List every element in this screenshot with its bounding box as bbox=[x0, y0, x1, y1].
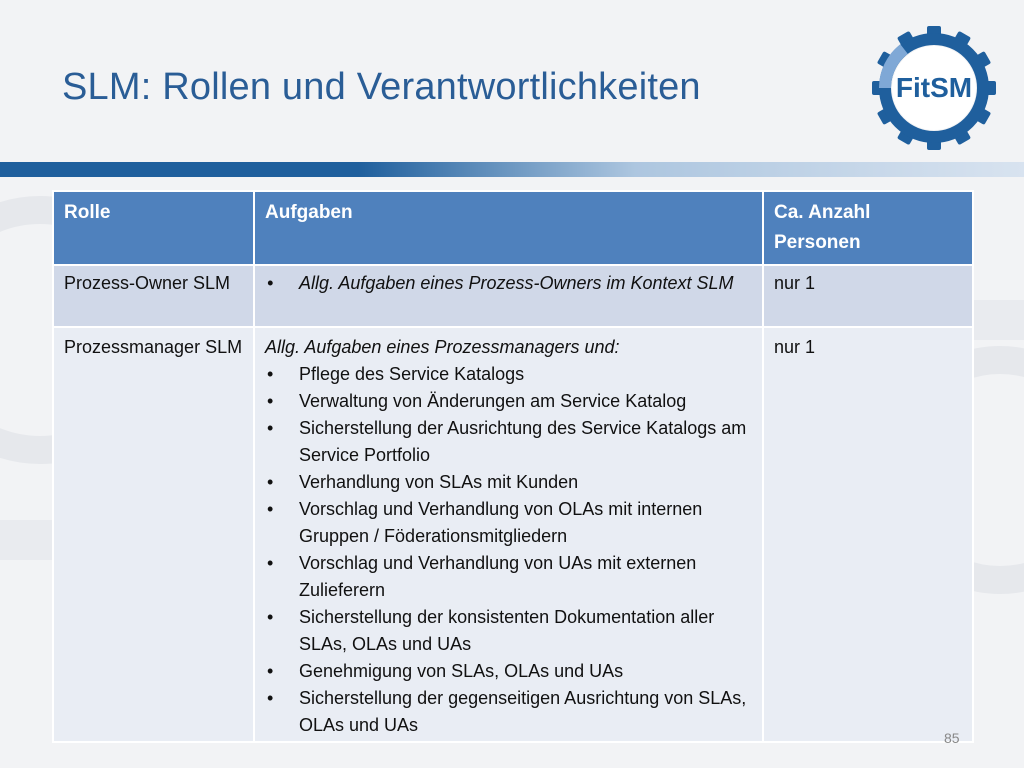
table-row bbox=[53, 327, 973, 742]
roles-table bbox=[52, 190, 974, 743]
task-text: Genehmigung von SLAs, OLAs und UAs bbox=[299, 661, 624, 681]
list-item bbox=[265, 361, 752, 388]
page-number: 85 bbox=[944, 730, 960, 746]
bullet: • bbox=[267, 607, 274, 627]
header-accent-gradient bbox=[0, 162, 1024, 177]
bullet: • bbox=[267, 688, 274, 708]
bullet: • bbox=[267, 364, 274, 384]
role-cell bbox=[53, 265, 254, 327]
bullet: • bbox=[267, 499, 274, 519]
header-count: Ca. Anzahl Personen bbox=[763, 191, 973, 265]
person-count: nur 1 bbox=[774, 273, 816, 293]
list-item bbox=[265, 415, 752, 469]
task-list bbox=[265, 270, 752, 297]
role-name: Prozess-Owner SLM bbox=[64, 273, 231, 293]
tasks-intro: Allg. Aufgaben eines Prozessmanagers und: bbox=[265, 337, 620, 357]
task-list bbox=[265, 361, 752, 739]
role-cell bbox=[53, 327, 254, 742]
bullet: • bbox=[267, 553, 274, 573]
task-text: Verwaltung von Änderungen am Service Katalog bbox=[299, 391, 687, 411]
task-text: Verhandlung von SLAs mit Kunden bbox=[299, 472, 579, 492]
task-text: Sicherstellung der Ausrichtung des Service Katalogs am Service Portfolio bbox=[299, 418, 747, 465]
bullet: • bbox=[267, 661, 274, 681]
role-name: Prozessmanager SLM bbox=[64, 337, 243, 357]
bullet: • bbox=[267, 391, 274, 411]
person-count: nur 1 bbox=[774, 337, 816, 357]
task-text: Allg. Aufgaben eines Prozess-Owners im Kontext SLM bbox=[299, 273, 734, 293]
list-item bbox=[265, 496, 752, 550]
task-text: Sicherstellung der konsistenten Dokumentation aller SLAs, OLAs und UAs bbox=[299, 607, 715, 654]
table-header-row bbox=[53, 191, 973, 265]
bullet: • bbox=[267, 472, 274, 492]
list-item bbox=[265, 658, 752, 685]
task-text: Sicherstellung der gegenseitigen Ausrichtung von SLAs, OLAs und UAs bbox=[299, 688, 747, 735]
header-role: Rolle bbox=[53, 191, 254, 265]
task-text: Pflege des Service Katalogs bbox=[299, 364, 525, 384]
task-text: Vorschlag und Verhandlung von OLAs mit internen Gruppen / Föderationsmitgliedern bbox=[299, 499, 703, 546]
header-tasks: Aufgaben bbox=[254, 191, 763, 265]
task-text: Vorschlag und Verhandlung von UAs mit externen Zulieferern bbox=[299, 553, 697, 600]
bullet: • bbox=[267, 273, 274, 293]
count-cell bbox=[763, 327, 973, 742]
list-item bbox=[265, 685, 752, 739]
table-row bbox=[53, 265, 973, 327]
list-item bbox=[265, 270, 752, 297]
count-cell bbox=[763, 265, 973, 327]
logo-text: FitSM bbox=[895, 72, 973, 103]
list-item bbox=[265, 469, 752, 496]
tasks-cell bbox=[254, 265, 763, 327]
fitsm-logo bbox=[872, 26, 996, 150]
list-item bbox=[265, 550, 752, 604]
list-item bbox=[265, 604, 752, 658]
slide-title: SLM: Rollen und Verantwortlichkeiten bbox=[62, 66, 701, 108]
bullet: • bbox=[267, 418, 274, 438]
tasks-cell bbox=[254, 327, 763, 742]
list-item bbox=[265, 388, 752, 415]
